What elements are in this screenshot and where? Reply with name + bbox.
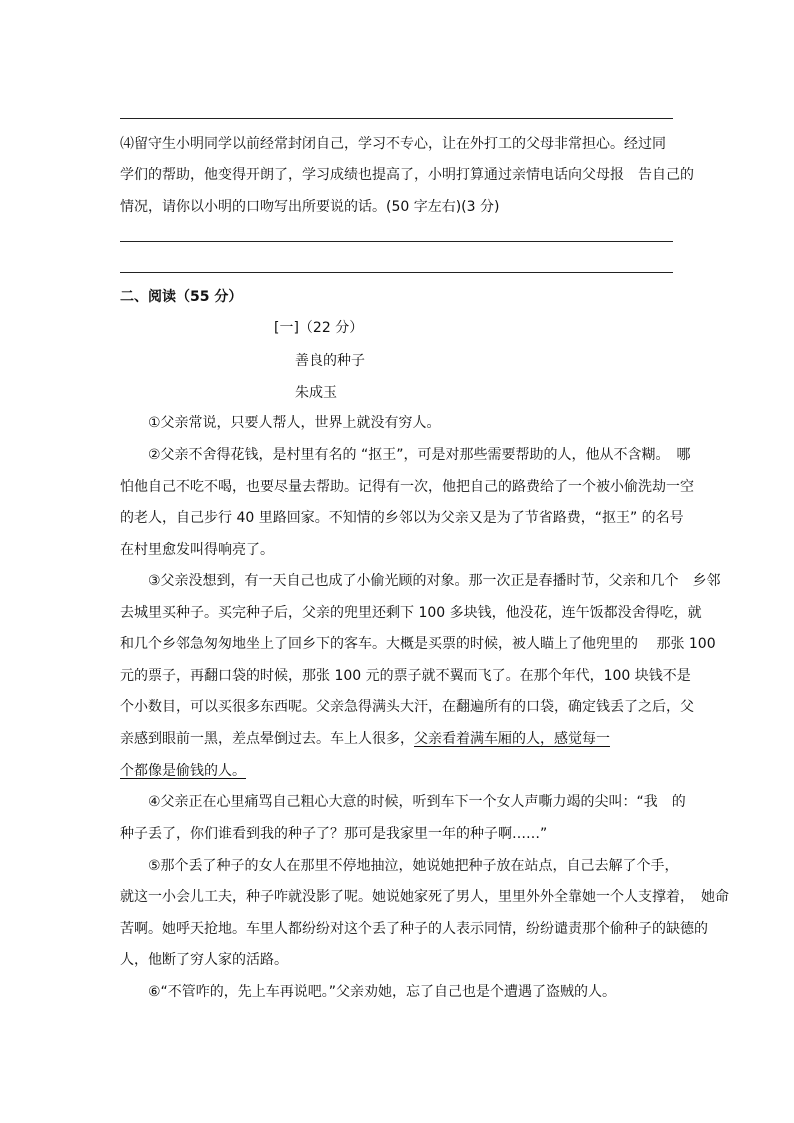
passage-line bbox=[120, 730, 680, 748]
passage-line: ⑤那个丢了种子的女人在那里不停地抽泣，她说她把种子放在站点，自己去解了个手， bbox=[148, 858, 679, 874]
answer-line bbox=[120, 118, 673, 119]
part-label: [一]（22 分） bbox=[274, 320, 364, 336]
question-line: ⑷留守生小明同学以前经常封闭自己，学习不专心，让在外打工的父母非常担心。经过同 bbox=[120, 136, 666, 152]
passage-line: 怕他自己不吃不喝，也要尽量去帮助。记得有一次，他把自己的路费给了一个被小偷洗劫一空 bbox=[120, 479, 694, 495]
passage-line: 的老人，自己步行 40 里路回家。不知情的乡邻以为父亲又是为了节省路费，“抠王” 的名号 bbox=[120, 510, 684, 526]
passage-line: 和几个乡邻急匆匆地坐上了回乡下的客车。大概是买票的时候，被人瞄上了他兜里的 那张 100 bbox=[120, 636, 716, 652]
passage-line: ③父亲没想到，有一天自己也成了小偷光顾的对象。那一次正是春播时节，父亲和几个 乡邻 bbox=[148, 573, 721, 589]
section-heading: 二、阅读（55 分） bbox=[120, 289, 243, 305]
answer-line bbox=[120, 241, 673, 242]
passage-line: 去城里买种子。买完种子后，父亲的兜里还剩下 100 多块钱，他没花，连午饭都没舍得吃，就 bbox=[120, 605, 702, 621]
passage-text: 亲感到眼前一黑，差点晕倒过去。车上人很多， bbox=[120, 731, 414, 747]
passage-line: 元的票子，再翻口袋的时候，那张 100 元的票子就不翼而飞了。在那个年代，100 块钱不是 bbox=[120, 668, 691, 684]
passage-title: 善良的种子 bbox=[295, 353, 365, 369]
passage-line: ⑥“不管咋的，先上车再说吧。”父亲劝她，忘了自己也是个遭遇了盗贼的人。 bbox=[148, 984, 617, 1000]
passage-line: 种子丢了，你们谁看到我的种子了？那可是我家里一年的种子啊……” bbox=[120, 826, 548, 842]
question-line: 情况，请你以小明的口吻写出所要说的话。(50 字左右)(3 分) bbox=[120, 199, 500, 215]
passage-line: 在村里愈发叫得响亮了。 bbox=[120, 542, 274, 558]
question-line: 学们的帮助，他变得开朗了，学习成绩也提高了，小明打算通过亲情电话向父母报 告自己的 bbox=[120, 167, 694, 183]
passage-line: 个小数目，可以买很多东西呢。父亲急得满头大汗，在翻遍所有的口袋，确定钱丢了之后，父 bbox=[120, 699, 694, 715]
passage-line: 苦啊。她呼天抢地。车里人都纷纷对这个丢了种子的人表示同情，纷纷谴责那个偷种子的缺德的 bbox=[120, 921, 708, 937]
underlined-sentence: 父亲看着满车厢的人，感觉每一 bbox=[414, 731, 610, 747]
underlined-sentence-end: 个都像是偷钱的人。 bbox=[120, 763, 246, 779]
passage-line: ①父亲常说，只要人帮人，世界上就没有穷人。 bbox=[148, 415, 441, 431]
answer-line bbox=[120, 272, 673, 273]
passage-line: 人，他断了穷人家的活路。 bbox=[120, 952, 288, 968]
passage-line: ④父亲正在心里痛骂自己粗心大意的时候，听到车下一个女人声嘶力竭的尖叫：“我 的 bbox=[148, 794, 686, 810]
passage-author: 朱成玉 bbox=[295, 385, 337, 401]
passage-line: 就这一小会儿工夫，种子咋就没影了呢。她说她家死了男人，里里外外全靠她一个人支撑着， 她命 bbox=[120, 889, 729, 905]
passage-line: ②父亲不舍得花钱，是村里有名的 “抠王”，可是对那些需要帮助的人，他从不含糊。 哪 bbox=[148, 447, 691, 463]
